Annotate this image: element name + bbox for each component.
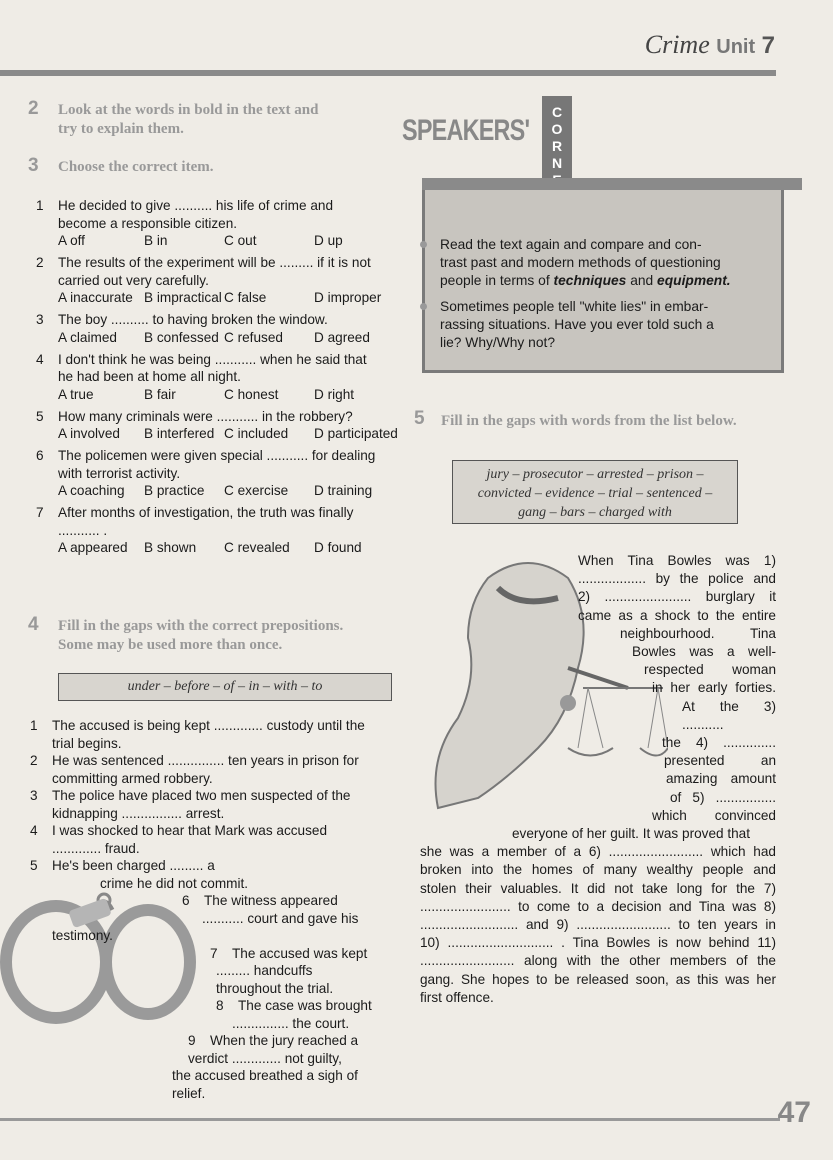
- answer-options: [36, 425, 396, 442]
- question-text: The policemen were given special ........... for dealing: [58, 448, 376, 463]
- question-text: The boy .......... to having broken the window.: [58, 312, 328, 327]
- question-item: [36, 197, 396, 249]
- answer-option: A appeared: [58, 540, 128, 555]
- item-number: 7: [210, 945, 218, 961]
- corner-letter: N: [551, 155, 563, 171]
- story-line: ......................... along with the other members of the: [420, 953, 776, 969]
- header-rule: [0, 70, 776, 76]
- item-number: 4: [30, 823, 38, 838]
- item-text: When the jury reached a verdict ............. not guilty,: [188, 1033, 359, 1066]
- question-text: [36, 254, 396, 272]
- preposition-item: [30, 752, 390, 787]
- item-number: 2: [30, 753, 38, 768]
- story-line: ........................ to come to a decision and Tina was 8): [420, 898, 776, 914]
- story-line: neighbourhood. Tina: [620, 625, 776, 641]
- answer-option: B impractical: [144, 290, 222, 305]
- answer-option: B confessed: [144, 329, 219, 345]
- item-number: 6: [182, 893, 190, 908]
- answer-option: C included: [224, 426, 289, 441]
- unit-title: Crime: [644, 30, 710, 59]
- question-number: 6: [36, 448, 44, 463]
- bullet-dot-icon: [420, 241, 427, 248]
- answer-option: D improper: [314, 290, 382, 305]
- question-text: become a responsible citizen.: [58, 215, 238, 231]
- question-text: After months of investigation, the truth was finally: [58, 505, 354, 520]
- item-number: 3: [30, 788, 38, 803]
- story-line: .................. by the police and: [578, 571, 776, 587]
- bullet-1-line-3: people in terms of techniques and equipment.: [440, 273, 731, 288]
- answer-option: B interfered: [144, 426, 215, 441]
- item-text: The accused is being kept ............. custody until the: [52, 718, 365, 733]
- story-line: first offence.: [420, 989, 494, 1005]
- answer-option: C false: [224, 290, 267, 305]
- item-text: ......... handcuffs: [216, 963, 313, 978]
- item-text: crime he did not commit.: [100, 875, 249, 891]
- story-line: broken into the homes of many wealthy people and: [420, 862, 776, 878]
- item-line: [30, 997, 390, 1015]
- story-line: amazing amount: [666, 771, 776, 787]
- answer-option: B in: [144, 233, 168, 248]
- story-line: presented an: [664, 753, 776, 769]
- exercise-4-number: 4: [28, 614, 39, 635]
- speakers-bar: [422, 178, 802, 190]
- story-line: stolen their valuables. It did not take long for the 7): [420, 880, 776, 896]
- item-line: [30, 805, 390, 823]
- preposition-item: [30, 857, 390, 892]
- exercise-2-line-2: try to explain them.: [58, 121, 184, 137]
- question-text: ........... .: [58, 522, 108, 538]
- story-line: gang. She hopes to be released soon, as this was her: [420, 971, 776, 987]
- unit-header: [645, 30, 775, 60]
- question-number: 7: [36, 505, 44, 520]
- item-line: [30, 752, 390, 770]
- item-line: [30, 1032, 390, 1067]
- question-text: How many criminals were ........... in the robbery?: [58, 408, 353, 424]
- question-text: [36, 504, 396, 522]
- story-line: in her early forties.: [652, 680, 776, 696]
- exercise-5-instruction: Fill in the gaps with words from the list below.: [441, 413, 737, 429]
- bullet-1-line-2: trast past and modern methods of questioning: [440, 255, 721, 270]
- answer-options: [36, 329, 396, 346]
- item-text: kidnapping ................ arrest.: [52, 805, 225, 821]
- item-line: [30, 962, 390, 980]
- answer-option: A off: [58, 233, 85, 248]
- corner-letter: O: [551, 121, 563, 137]
- item-number: 9: [188, 1033, 196, 1048]
- bullet-1-line-1: Read the text again and compare and con-: [440, 237, 702, 252]
- answer-option: D participated: [314, 426, 398, 441]
- answer-option: D up: [314, 233, 343, 248]
- exercise-3-number: 3: [28, 155, 39, 176]
- bullet-2-line-1: Sometimes people tell "white lies" in embar-: [440, 299, 709, 314]
- item-line: [30, 1067, 390, 1102]
- preposition-item: [30, 822, 390, 857]
- preposition-item: [30, 892, 390, 945]
- exercise-4-line-1: Fill in the gaps with the correct prepositions.: [58, 618, 344, 634]
- word-list-box: [452, 460, 738, 524]
- corner-letter: C: [551, 104, 563, 120]
- question-number: 5: [36, 408, 44, 424]
- question-number: 1: [36, 198, 44, 213]
- answer-option: C revealed: [224, 540, 290, 555]
- question-text: The results of the experiment will be ......... if it is not: [58, 255, 371, 270]
- preposition-item: [30, 945, 390, 998]
- speakers-bullet-2: [440, 298, 770, 352]
- story-line: 2) ....................... burglary it: [578, 589, 776, 605]
- bullet-2-line-3: lie? Why/Why not?: [440, 335, 556, 350]
- page-number: 47: [777, 1096, 811, 1129]
- story-line: Bowles was a well-: [632, 644, 776, 660]
- preposition-item: [30, 717, 390, 752]
- speakers-bullet-1: [440, 236, 770, 290]
- question-number: 3: [36, 312, 44, 327]
- question-text: [36, 351, 396, 369]
- answer-option: B fair: [144, 386, 176, 402]
- answer-option: A claimed: [58, 329, 117, 345]
- unit-number: 7: [761, 32, 775, 59]
- question-text: I don't think he was being ........... when he said that: [58, 351, 367, 367]
- word-list-line-1: jury – prosecutor – arrested – prison –: [486, 467, 704, 482]
- item-text: I was shocked to hear that Mark was accused: [52, 823, 328, 838]
- story-line: she was a member of a 6) ......................... which had: [420, 844, 776, 860]
- answer-option: A involved: [58, 426, 120, 441]
- exercise-2-line-1: Look at the words in bold in the text and: [58, 102, 319, 118]
- item-line: [30, 840, 390, 858]
- item-line: [30, 875, 390, 893]
- question-text: [36, 447, 396, 465]
- answer-option: D agreed: [314, 329, 370, 345]
- question-text: He decided to give .......... his life of crime and: [58, 198, 334, 213]
- answer-option: D right: [314, 386, 355, 402]
- question-text: he had been at home all night.: [58, 369, 241, 384]
- item-text: testimony.: [52, 928, 113, 943]
- question-number: 2: [36, 255, 44, 270]
- item-line: [30, 1015, 390, 1033]
- item-line: [30, 787, 390, 805]
- exercise-3-questions: [36, 197, 396, 561]
- story-line: 10) ............................ . Tina Bowles is now behind 11): [420, 935, 776, 951]
- story-line: At the 3) ...........: [682, 698, 776, 732]
- word-list-line-3: gang – bars – charged with: [518, 505, 672, 520]
- exercise-4-instruction: [58, 617, 343, 655]
- corner-letter: R: [551, 138, 563, 154]
- story-line: which convinced: [652, 807, 776, 823]
- item-text: The police have placed two men suspected of the: [52, 788, 351, 803]
- story-line: respected woman: [644, 662, 776, 678]
- item-number: 1: [30, 718, 38, 733]
- item-text: He was sentenced ............... ten years in prison for: [52, 753, 359, 768]
- item-line: [30, 770, 390, 788]
- answer-option: A true: [58, 386, 94, 402]
- exercise-5-story: [420, 552, 776, 1007]
- word-list-line-2: convicted – evidence – trial – sentenced –: [477, 486, 713, 501]
- item-line: [30, 945, 390, 963]
- question-text: [36, 197, 396, 215]
- speakers-title: SPEAKERS': [402, 114, 530, 147]
- question-item: [36, 351, 396, 403]
- exercise-4-line-2: Some may be used more than once.: [58, 637, 283, 653]
- answer-options: [36, 232, 396, 249]
- footer-rule: [0, 1118, 780, 1121]
- answer-options: [36, 539, 396, 556]
- item-text: ............. fraud.: [52, 840, 140, 856]
- item-text: ........... court and gave his: [202, 910, 359, 926]
- item-text: ............... the court.: [232, 1015, 350, 1031]
- question-item: [36, 254, 396, 306]
- question-item: [36, 504, 396, 556]
- exercise-2-number: 2: [28, 98, 39, 119]
- story-line: When Tina Bowles was 1): [578, 553, 776, 568]
- item-line: [30, 857, 390, 875]
- item-text: The accused was kept: [232, 945, 368, 961]
- story-line: of 5) ................: [670, 789, 776, 805]
- answer-option: B practice: [144, 483, 205, 498]
- item-line: [30, 822, 390, 840]
- answer-option: D found: [314, 540, 362, 555]
- answer-option: A inaccurate: [58, 290, 133, 305]
- question-item: [36, 311, 396, 346]
- item-line: [30, 735, 390, 753]
- exercise-3-instruction: Choose the correct item.: [58, 159, 214, 175]
- exercise-5-number: 5: [414, 408, 425, 429]
- item-text: the accused breathed a sigh of relief.: [172, 1068, 358, 1101]
- question-item: [36, 408, 396, 443]
- item-number: 5: [30, 858, 38, 873]
- answer-options: [36, 482, 396, 499]
- exercise-2-instruction: [58, 101, 318, 139]
- answer-option: A coaching: [58, 483, 125, 498]
- item-number: 8: [216, 998, 224, 1013]
- story-line: everyone of her guilt. It was proved that: [512, 826, 751, 842]
- item-line: [30, 980, 390, 998]
- prepositions-box: under – before – of – in – with – to: [58, 673, 392, 701]
- item-text: trial begins.: [52, 735, 122, 751]
- answer-options: [36, 386, 396, 403]
- answer-option: C out: [224, 233, 257, 248]
- preposition-item: [30, 787, 390, 822]
- item-text: He's been charged ......... a: [52, 858, 215, 873]
- item-text: committing armed robbery.: [52, 770, 213, 786]
- bullet-2-line-2: rassing situations. Have you ever told such a: [440, 317, 714, 332]
- item-text: The witness appeared: [204, 893, 338, 908]
- question-text: [36, 311, 396, 329]
- answer-option: D training: [314, 483, 373, 498]
- item-line: [30, 892, 390, 910]
- story-line: .......................... and 9) ......................... to ten years in: [420, 917, 776, 933]
- unit-label: Unit: [716, 36, 756, 58]
- answer-option: C refused: [224, 329, 283, 345]
- item-line: [30, 910, 390, 928]
- answer-options: [36, 289, 396, 306]
- item-line: [30, 717, 390, 735]
- item-line: [30, 927, 390, 945]
- story-line: came as a shock to the entire: [578, 607, 776, 623]
- answer-option: C exercise: [224, 483, 289, 498]
- preposition-item: [30, 1032, 390, 1102]
- item-text: throughout the trial.: [216, 980, 334, 996]
- answer-option: B shown: [144, 540, 197, 555]
- item-text: The case was brought: [238, 998, 372, 1013]
- exercise-4-items: [30, 717, 390, 1102]
- bullet-dot-icon: [420, 303, 427, 310]
- question-text: [36, 408, 396, 426]
- question-item: [36, 447, 396, 499]
- preposition-item: [30, 997, 390, 1032]
- question-number: 4: [36, 351, 44, 367]
- question-text: with terrorist activity.: [58, 465, 181, 481]
- answer-option: C honest: [224, 386, 279, 402]
- question-text: carried out very carefully.: [58, 272, 209, 288]
- story-line: the 4) ..............: [662, 735, 776, 751]
